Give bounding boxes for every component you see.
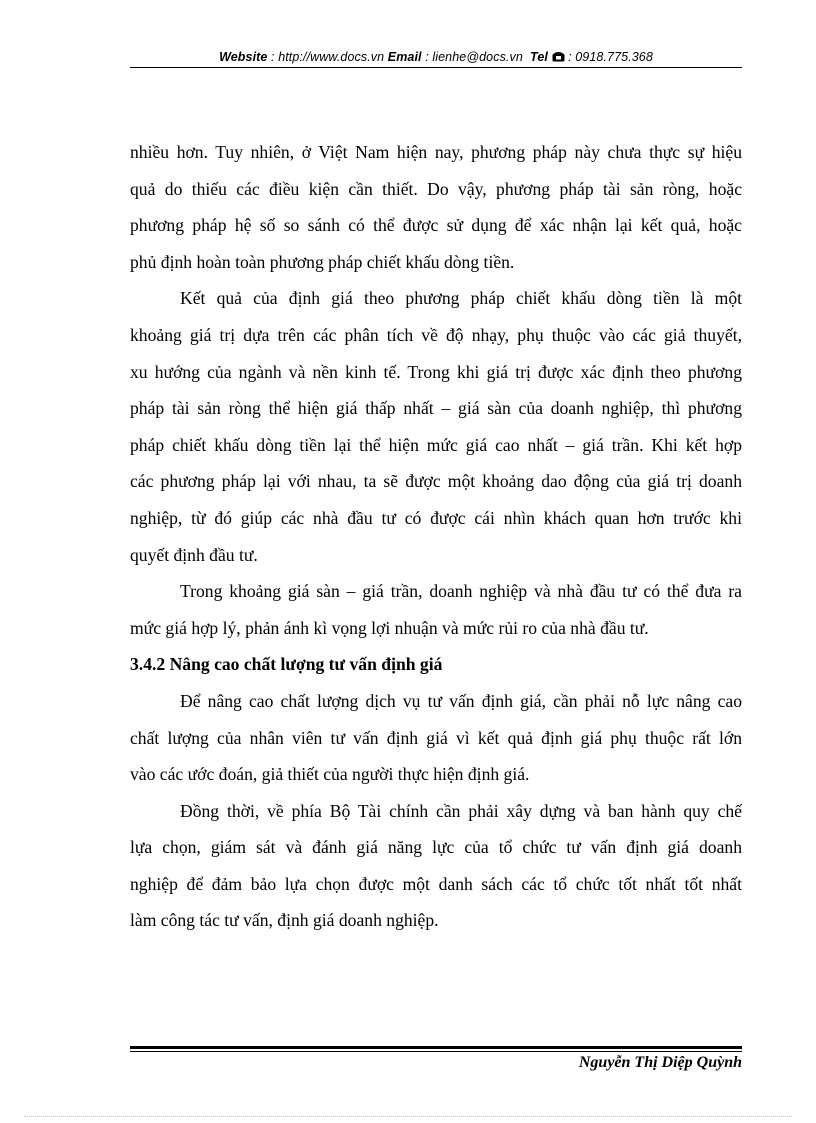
- text-line: pháp chiết khấu dòng tiền lại thể hiện mức giá cao nhất – giá trần. Khi kết hợp: [130, 434, 742, 455]
- footer-divider: [130, 1046, 742, 1052]
- paragraph-2: [130, 280, 742, 573]
- text-line: khoảng giá trị dựa trên các phân tích về độ nhạy, phụ thuộc vào các giả thuyết,: [130, 324, 742, 345]
- tel-label: Tel: [530, 50, 548, 64]
- text-line: phương pháp hệ số so sánh có thể được sử dụng để xác nhận lại kết quả, hoặc: [130, 215, 742, 236]
- email-label: Email: [387, 50, 422, 64]
- page-header: [130, 50, 742, 65]
- text-line: Kết quả của định giá theo phương pháp chiết khấu dòng tiền là một: [180, 288, 742, 309]
- text-line: Để nâng cao chất lượng dịch vụ tư vấn định giá, cần phải nỗ lực nâng cao: [180, 690, 742, 711]
- document-body: [130, 134, 742, 939]
- text-line: quyết định đầu tư.: [130, 544, 258, 565]
- author-name: Nguyễn Thị Diệp Quỳnh: [578, 1054, 742, 1071]
- phone-number[interactable]: : 0918.775.368: [564, 50, 653, 64]
- paragraph-3: [130, 573, 742, 646]
- text-line: quả do thiếu các điều kiện cần thiết. Do vậy, phương pháp tài sản ròng, hoặc: [130, 178, 742, 199]
- text-line: xu hướng của ngành và nền kinh tế. Trong khi giá trị được xác định theo phương: [130, 361, 742, 382]
- text-line: làm công tác tư vấn, định giá doanh nghiệp.: [130, 910, 439, 931]
- text-line: nhiều hơn. Tuy nhiên, ở Việt Nam hiện nay, phương pháp này chưa thực sự hiệu: [130, 142, 742, 162]
- section-heading: 3.4.2 Nâng cao chất lượng tư vấn định giá: [130, 654, 443, 675]
- page-edge: [24, 1116, 792, 1117]
- text-line: pháp tài sản ròng thể hiện giá thấp nhất – giá sàn của doanh nghiệp, thì phương: [130, 398, 742, 419]
- website-separator: :: [267, 50, 279, 64]
- text-line: Trong khoảng giá sàn – giá trần, doanh nghiệp và nhà đầu tư có thể đưa ra: [180, 581, 742, 602]
- text-line: chất lượng của nhân viên tư vấn định giá vì kết quả định giá phụ thuộc rất lớn: [130, 727, 742, 748]
- text-line: nghiệp để đảm bảo lựa chọn được một danh sách các tổ chức tốt nhất tốt nhất: [130, 873, 742, 894]
- text-line: phủ định hoàn toàn phương pháp chiết khấu dòng tiền.: [130, 251, 515, 272]
- paragraph-5: [130, 793, 742, 939]
- text-line: nghiệp, từ đó giúp các nhà đầu tư có được cái nhìn khách quan hơn trước khi: [130, 507, 742, 528]
- phone-icon: [552, 51, 565, 65]
- text-line: Đồng thời, về phía Bộ Tài chính cần phải xây dựng và ban hành quy chế: [180, 800, 742, 821]
- paragraph-1: [130, 134, 742, 280]
- text-line: lựa chọn, giám sát và đánh giá năng lực của tổ chức tư vấn định giá doanh: [130, 837, 742, 858]
- text-line: vào các ước đoán, giả thiết của người thực hiện định giá.: [130, 764, 530, 785]
- website-label: Website: [219, 50, 268, 64]
- email-address[interactable]: : lienhe@docs.vn: [421, 50, 523, 64]
- text-line: mức giá hợp lý, phản ánh kì vọng lợi nhuận và mức rủi ro của nhà đầu tư.: [130, 617, 649, 638]
- header-divider: [130, 67, 742, 68]
- text-line: các phương pháp lại với nhau, ta sẽ được một khoảng dao động của giá trị doanh: [130, 471, 742, 492]
- paragraph-4: [130, 683, 742, 793]
- website-url[interactable]: http://www.docs.vn: [278, 50, 385, 64]
